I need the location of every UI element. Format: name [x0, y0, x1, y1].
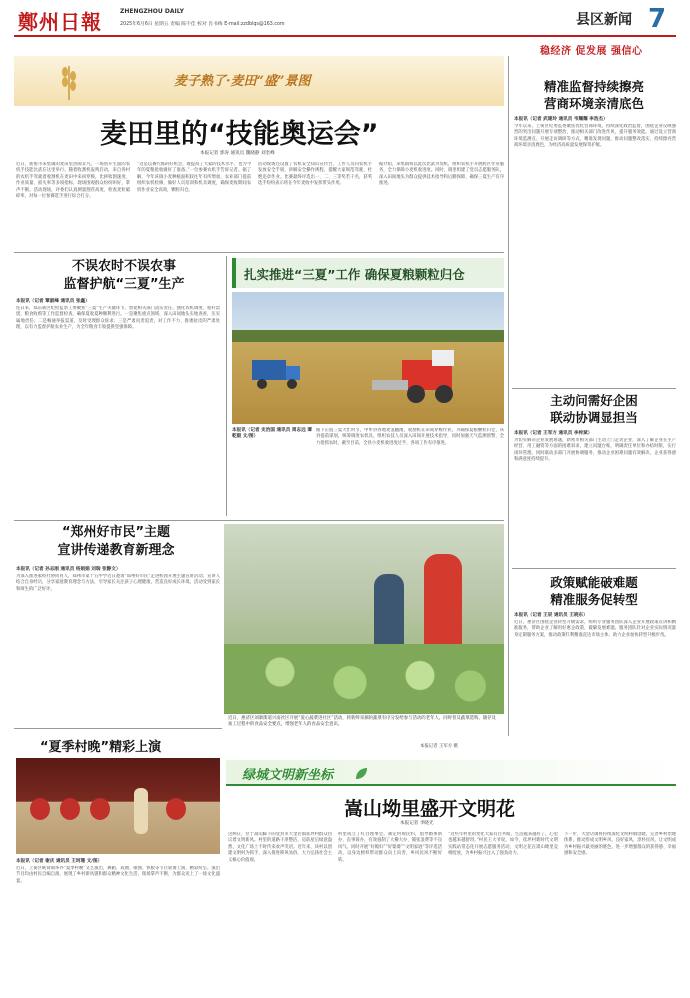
article1-col1: 近日，新密市来集镇的麦田里热闹非凡，一场别开生面的农机手技能比武在这里举行。随着收割机轰鸣启动，来自各村的农机手驾驶着收割机在麦田中来回穿梭，比拼收割速度、作业质量、损失率等多项指标，现场围观群众纷纷叫好，掌声不断。活动现场，评委们认真测量割茬高度、检查麦粒破碎率，对每一位参赛选手进行综合打分。: [16, 162, 130, 200]
drum-icon: [90, 798, 110, 820]
article1-col3: 活动现场还设置了农机安全知识宣传台，工作人员向农机手发放安全手册，讲解安全操作规程，提醒大家规范驾驶，杜绝违章作业。比赛最终评选出一、二、三等奖若干名，获奖选手纷纷表示将在今年麦收中发挥带头作用。: [258, 162, 372, 187]
article1-title: 麦田里的“技能奥运会”: [100, 119, 379, 150]
masthead-info: 2025年6月6日 星期五 责编 陈宇佳 校对 肖书梅 E-mail:zzdblqs@163.com: [120, 22, 285, 27]
right1-title-line2: 营商环境亲清底色: [543, 96, 644, 111]
leaf-icon: [354, 766, 368, 780]
newspaper-logo: 鄭州日報: [18, 10, 102, 34]
page-number: 7: [648, 4, 667, 34]
masthead: [0, 0, 690, 42]
article3-byline: 本报讯（记者 史治国 通讯员 周志远 谭乾毅 文/图）: [232, 428, 312, 440]
article4-byline: 本报讯（记者 孙志刚 通讯员 杨娟娟 刘瑞 张静文）: [16, 567, 121, 572]
article6-title: 嵩山坳里盛开文明花: [344, 798, 516, 820]
article6-col1: 这两日，位于嵩山脚下的登封市大金店镇崔坪村群众热议着文明新风。村里的道路干净整洁，房前屋后绿意盎然，文化广场上不时传来欢声笑语。近年来，该村以创建文明村为抓手，深入推进移风易俗，大力弘扬社会主义核心价值观。: [228, 832, 332, 863]
article2-text: 连日来，郑东新区纪检监察工委聚焦“三夏”生产关键环节，督促相关部门落实责任，强化农机调度、秸秆禁烧、粮食收购等工作监督检查，确保夏收夏种顺利进行。一是聚焦重点领域，深入田间地头实地查看，压实属地责任；二是畅通举报渠道，及时受理群众诉求；三是严肃问责追责，对工作不力、推诿扯皮的严肃处理，以有力监督护航农业生产，为全年粮食丰收提供坚强保障。: [16, 306, 220, 331]
wheat-banner: [14, 56, 504, 106]
article6-col3: “这些年村里的变化大家有目共睹，生活越来越好了，心里也越来越舒坦。”村民王大爷说。如今，崔坪村新时代文明实践站常态化开展志愿服务活动，文明之花在嵩山坳里竞相绽放，为乡村振兴注入了强劲动力。: [448, 832, 558, 857]
drum-icon: [60, 798, 80, 820]
article2-title-line1: 不误农时不误农事: [71, 259, 176, 274]
right1-byline: 本报讯（记者 武建玲 通讯员 韦耀耀 李浩杰）: [514, 117, 608, 122]
article6-byline: 本报记者 李晓光: [400, 821, 434, 826]
right2-byline: 本报讯（记者 王军方 通讯员 李梓斌）: [514, 431, 593, 436]
right1-text: 今年以来，上街区纪委监委聚焦优化营商环境，持续深化政治监督，围绕企业反映强烈的突出问题开展专项整治，推动相关部门改进作风、提升服务效能。通过设立营商环境监测点、开展走访调研等方式，精准发现问题，推动问题整改落实，持续擦亮营商环境亲清底色，为经济高质量发展保驾护航。: [514, 124, 676, 149]
harvester-icon: [372, 350, 462, 404]
article4-text: 为深入推进家校社协同育人，郑州市第十五中学近日邀请“郑州好市民”走进校园开展主题宣讲活动。宣讲人结合自身经历，分享家庭教育理念与方法，引导家长关注孩子心理健康，营造良好成长环境。活动受到家长和师生的广泛好评。: [16, 574, 220, 592]
right3-byline: 本报讯（记者 王辰 通讯员 王晓东）: [514, 613, 588, 618]
article1-col4: 据介绍，来集镇将以此次比武为契机，组织农机手开展跨区作业服务，全力保障小麦机收进度。同时，镇里组建了党员志愿服务队，深入田间地头为群众提供技术指导和后勤保障，确保三夏生产有序推进。: [379, 162, 504, 187]
right1-title-line1: 精准监督持续擦亮: [543, 79, 644, 94]
divider: [508, 56, 509, 736]
article4-title-line1: “郑州好市民”主题: [61, 525, 171, 540]
masthead-rule: [14, 35, 676, 37]
performer-figure: [134, 788, 148, 834]
article6-col2: 村里成立了红白理事会，制定村规民约，倡导婚事新办、丧事简办，有效遏制了大操大办、铺张浪费等不良风气。同时开展“好媳妇”“好婆婆”“文明家庭”等评选活动，以身边榜样带动群众向上向善，乡风民风不断好转。: [338, 832, 442, 863]
right3-title: [512, 574, 676, 608]
right1-title: [512, 78, 676, 112]
article1-byline: 本报记者 郭涛 通讯员 魏晓静 刘奎峰: [200, 151, 275, 156]
divider: [226, 256, 227, 516]
article1-col2: “这是以赛代练的好机会，既提高了大家的技术水平，也为今年的夏粮抢收做好了准备。”一位参赛农机手告诉记者。据了解，今年该镇小麦种植面积较往年有所增加，农业部门提前组织农机检修，做好人员培训和机具调度，确保麦收期间农机作业安全高效，颗粒归仓。: [137, 162, 251, 193]
article2-title-line2: 监督护航“三夏”生产: [63, 277, 185, 292]
article2-title: [34, 258, 214, 294]
banner-label: 绿城文明新坐标: [242, 768, 334, 783]
truck-icon: [252, 354, 302, 390]
right2-title-line1: 主动问需好企困: [550, 393, 638, 408]
masthead-en: ZHENGZHOU DAILY: [120, 8, 184, 15]
article6-col4: 下一步，大金店镇将持续深化文明村镇创建，完善乡村治理体系，推动形成文明乡风、良好家风、淳朴民风，让文明成为乡村振兴最亮丽的底色，进一步增强群众的获得感、幸福感和安全感。: [564, 832, 676, 857]
drum-icon: [166, 798, 186, 820]
right2-title: [512, 392, 676, 426]
vegetables-photo: [224, 524, 504, 714]
article2-byline: 本报讯（记者 覃淑峰 通讯员 张鑫）: [16, 299, 90, 304]
tree-line: [232, 330, 504, 342]
article3-text: 眼下正值三夏大忙时节，中牟县各地麦浪翻滚，收割机在田间穿梭作业。为确保夏粮颗粒归仓，该县提前谋划，统筹调度农机具，组织农技人员深入田间开展技术指导，同时加强天气监测预警，全力抢抓农时。截至目前，全县小麦机收进度过半，各项工作有序推进。: [316, 428, 504, 446]
divider: [512, 568, 676, 569]
slogan: 稳经济 促发展 强信心: [540, 46, 643, 57]
article5-title: “夏季村晚”精彩上演: [40, 740, 162, 755]
article5-byline: 本报讯（记者 谢庆 通讯员 王珂珊 文/图）: [16, 859, 103, 864]
section-title: 县区新闻: [576, 12, 632, 28]
village-show-photo: [16, 758, 220, 854]
divider: [512, 388, 676, 389]
article5-text: 近日，上街区峡窝镇举办“夏季村晚”文艺演出，舞蹈、戏曲、歌曲、快板等节目轮番上演，精彩纷呈。演出节目均由村民自编自演，展现了乡村新风貌和群众精神文化生活，现场掌声不断，为群众送上了一场文化盛宴。: [16, 866, 220, 884]
civilization-banner: [226, 760, 676, 786]
article3-title: 扎实推进“三夏”工作 确保夏粮颗粒归仓: [244, 267, 465, 282]
divider: [14, 728, 222, 729]
right3-text: 近日，惠济区围绕企业转型升级需求，组织专业服务团队深入企业开展政策宣讲和精准服务，帮助企业了解用好惠企政策，破解发展难题。服务团队针对企业实际情况量身定制服务方案，推动政策红利精准直达市场主体，助力企业加快转型升级步伐。: [514, 620, 676, 638]
article4-title: [16, 524, 216, 560]
right3-title-line1: 政策赋能破难题: [550, 575, 638, 590]
wheat-ear-icon: [54, 62, 84, 100]
photo-caption: 近日，惠济区刘寨街道兴南社区开展“爱心蔬菜进社区”活动，将新鲜采摘的蔬菜有序分发给参与活动的老年人，同时普及蔬菜选购、储存及加工过程中的食品安全要点，增强老年人的食品安全意识。: [228, 716, 496, 728]
banner-title: 麦子熟了·麦田“盛”景图: [174, 74, 311, 89]
article4-title-line2: 宣讲传递教育新理念: [57, 543, 175, 558]
drum-icon: [30, 798, 50, 820]
article3-title-box: [232, 258, 504, 288]
right2-text: 为切实解决企业发展难题，新密市相关部门主动上门走访企业，深入了解企业在生产经营、用工融资等方面的困难诉求，建立问题台账，明确责任单位和办结时限，实行闭环管理。同时联动多部门开展协调服务，推动企业困难问题有效解决，企业获得感和满意度持续提升。: [514, 438, 676, 463]
cabbage-pile: [224, 644, 504, 714]
harvester-photo: [232, 292, 504, 424]
right3-title-line2: 精准服务促转型: [550, 592, 638, 607]
divider: [14, 252, 504, 253]
right2-title-line2: 联动协调显担当: [550, 410, 638, 425]
photo-credit: 本报记者 王军方 摄: [420, 744, 458, 749]
divider: [14, 520, 504, 521]
